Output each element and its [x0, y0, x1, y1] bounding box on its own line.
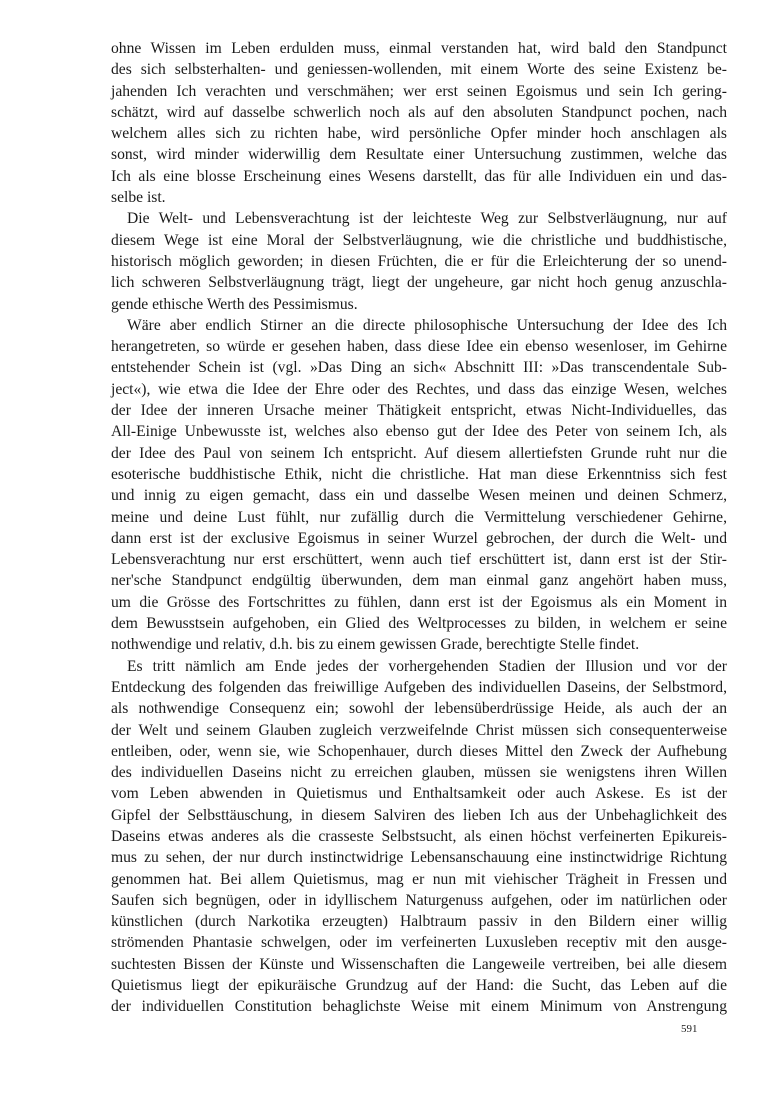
text-line: als nothwendige Consequenz ein; sowohl der lebensüberdrüssige Heide, als auch der an	[111, 700, 727, 718]
text-line: des individuellen Daseins nicht zu erreichen glauben, müssen sie wenigstens ihren Willen	[111, 764, 727, 782]
text-line: Es tritt nämlich am Ende jedes der vorhergehenden Stadien der Illusion und vor der	[127, 657, 727, 675]
text-line: meine und deine Lust fühlt, nur zufällig durch die Vermittelung verschiedener Gehirne,	[111, 508, 727, 526]
text-line: der Idee des Paul von seinem Ich entspricht. Auf diesem allertiefsten Grunde ruht nur die	[111, 444, 727, 462]
text-line: der Idee der inneren Ursache meiner Thätigkeit entspricht, etwas Nicht-Individuelles, das	[111, 402, 727, 420]
text-line: Ich als eine blosse Erscheinung eines Wesens darstellt, das für alle Individuen ein und das-	[111, 167, 727, 185]
text-line: diesem Wege ist eine Moral der Selbstverläugnung, wie die christliche und buddhistische,	[111, 231, 727, 249]
text-line: ner'sche Standpunct endgültig überwunden, dem man einmal ganz angehört haben muss,	[111, 572, 727, 590]
text-line: strömenden Phantasie schwelgen, oder im verfeinerten Luxusleben receptiv mit den ausge-	[111, 934, 727, 952]
text-line: Wäre aber endlich Stirner an die directe philosophische Untersuchung der Idee des Ich	[127, 316, 727, 334]
text-line: Lebensverachtung nur erst erschüttert, wenn auch tief erschüttert ist, dann erst ist der Stir-	[111, 551, 727, 569]
text-line: selbe ist.	[111, 189, 166, 207]
text-line: herangetreten, so würde er gesehen haben, dass diese Idee ein ebenso wesenloser, im Gehirne	[111, 338, 727, 356]
text-line: nothwendige und relativ, d.h. bis zu einem gewissen Grade, berechtigte Stelle findet.	[111, 636, 640, 654]
text-line: historisch möglich geworden; in diesen Früchten, die er für die Erleichterung der so unend-	[111, 252, 727, 270]
text-line: welchem alles sich zu richten habe, wird persönliche Opfer minder hoch anschlagen als	[111, 125, 727, 143]
body-text	[111, 38, 727, 1018]
text-line: vom Leben abwenden in Quietismus und Enthaltsamkeit oder auch Askese. Es ist der	[111, 785, 727, 803]
text-line: Die Welt- und Lebensverachtung ist der leichteste Weg zur Selbstverläugnung, nur auf	[127, 210, 727, 228]
text-line: Entdeckung des folgenden das freiwillige Aufgeben des individuellen Daseins, der Selbstmord,	[111, 678, 727, 696]
text-line: esoterische buddhistische Ethik, nicht die christliche. Hat man diese Erkenntniss sich fest	[111, 465, 727, 483]
text-line: schätzt, wird auf dasselbe schwerlich noch als auf den absoluten Standpunct pochen, nach	[111, 103, 727, 121]
page-number: 591	[681, 1023, 698, 1035]
text-line: künstlichen (durch Narkotika erzeugten) Halbtraum passiv in den Bildern einer willig	[111, 913, 727, 931]
text-line: Saufen sich begnügen, oder in idyllischem Naturgenuss aufgehen, oder im natürlichen oder	[111, 891, 727, 909]
text-line: Daseins etwas anderes als die crasseste Selbstsucht, als einen höchst verfeinerten Epikureis-	[111, 827, 727, 845]
text-line: entstehender Schein ist (vgl. »Das Ding an sich« Abschnitt III: »Das transcendentale Sub-	[111, 359, 727, 377]
text-line: ohne Wissen im Leben erdulden muss, einmal verstanden hat, wird bald den Standpunct	[111, 40, 727, 57]
text-line: gende ethische Werth des Pessimismus.	[111, 295, 358, 313]
text-line: der Welt und seinem Glauben zugleich verzweifelnde Christ müssen sich consequenterweise	[111, 721, 727, 739]
text-line: suchtesten Bissen der Künste und Wissenschaften die Langeweile vertreiben, bei alle diesem	[111, 955, 727, 973]
text-line: jahenden Ich verachten und verschmähen; wer erst seinen Egoismus und sein Ich gering-	[111, 82, 727, 100]
text-line: um die Grösse des Fortschrittes zu fühlen, dann erst ist der Egoismus als ein Moment in	[111, 593, 727, 611]
text-line: entleiben, oder, wenn sie, wie Schopenhauer, durch dieses Mittel den Zweck der Aufhebung	[111, 742, 727, 760]
text-line: lich schweren Selbstverläugnung trägt, liegt der ungeheure, gar nicht hoch genug anzuschla-	[111, 274, 727, 292]
text-line: ject«), wie etwa die Idee der Ehre oder des Rechtes, und dass das einzige Wesen, welches	[111, 380, 727, 398]
text-line: mus zu sehen, der nur durch instinctwidrige Lebensanschauung eine instinctwidrige Richtung	[111, 849, 727, 867]
text-line: genommen hat. Bei allem Quietismus, mag er nun mit viehischer Trägheit in Fressen und	[111, 870, 727, 888]
text-line: der individuellen Constitution behaglichste Weise mit einem Minimum von Anstrengung	[111, 998, 727, 1016]
text-line: sonst, wird minder widerwillig dem Resultate einer Untersuchung zustimmen, welche das	[111, 146, 727, 164]
text-line: des sich selbsterhalten- und geniessen-wollenden, mit einem Worte des seine Existenz be-	[111, 61, 727, 79]
text-line: Gipfel der Selbsttäuschung, in diesem Salviren des lieben Ich aus der Unbehaglichkeit des	[111, 806, 727, 824]
text-line: dem Bewusstsein aufgehoben, ein Glied des Weltprocesses zu bilden, in welchem er seine	[111, 615, 727, 633]
text-line: und innig zu eigen gemacht, dass ein und dasselbe Wesen meinen und deinen Schmerz,	[111, 487, 727, 505]
text-line: dann erst ist der exclusive Egoismus in seiner Wurzel gebrochen, der durch die Welt- und	[111, 529, 727, 547]
text-line: Quietismus liegt der epikuräische Grundzug auf der Hand: die Sucht, das Leben auf die	[111, 977, 727, 995]
text-line: All-Einige Unbewusste ist, welches also ebenso gut der Idee des Peter von seinem Ich, als	[111, 423, 727, 441]
